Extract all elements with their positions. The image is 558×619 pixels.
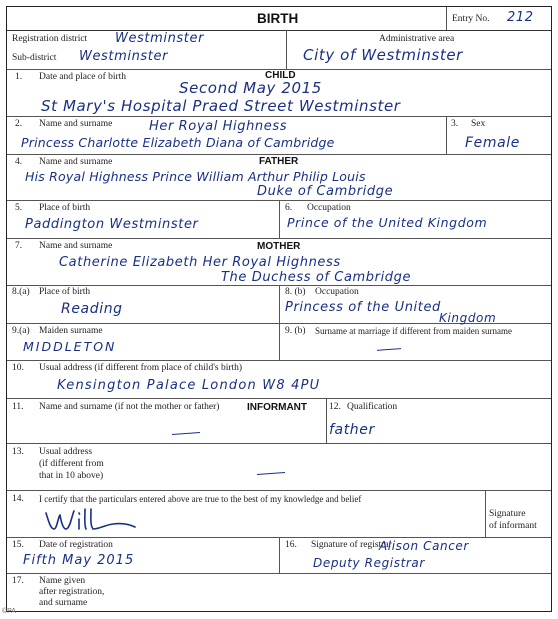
father-occupation-value: Prince of the United Kingdom [287, 215, 488, 230]
field-number-2: 2. [15, 119, 23, 129]
field-number-10: 10. [12, 363, 24, 373]
certification-text: I certify that the particulars entered above are true to the best of my knowledge and belief [39, 494, 362, 504]
mother-name-line2: The Duchess of Cambridge [221, 270, 412, 285]
rule-11 [7, 398, 551, 399]
rule-father-occupation-divider [279, 200, 280, 238]
informant-address-label-2: (if different from [39, 459, 104, 469]
rule-entry-divider [446, 7, 447, 30]
field-number-8b: 8. (b) [285, 287, 306, 297]
father-place-of-birth-value: Paddington Westminster [25, 217, 199, 232]
usual-address-value: Kensington Palace London W8 4PU [57, 378, 321, 393]
mother-maiden-surname-value: MIDDLETON [23, 339, 117, 354]
field-number-9b: 9. (b) [285, 326, 306, 336]
rule-7 [7, 238, 551, 239]
father-place-of-birth-label: Place of birth [39, 203, 91, 213]
child-name-line2: Princess Charlotte Elizabeth Diana of Cambridge [21, 135, 335, 150]
administrative-area-label: Administrative area [379, 34, 455, 44]
name-given-label-1: Name given [39, 576, 86, 586]
birth-register-form [6, 6, 552, 612]
child-sex-label: Sex [471, 119, 486, 129]
form-title: BIRTH [257, 11, 299, 26]
mother-maiden-surname-label: Maiden surname [39, 326, 103, 336]
field-number-16: 16. [285, 540, 297, 550]
registrar-signature-value: Alison Cancer [379, 539, 469, 553]
field-number-3: 3. [451, 119, 459, 129]
entry-number-label: Entry No. [452, 14, 490, 24]
father-name-label: Name and surname [39, 157, 113, 167]
rule-admin-divider [286, 30, 287, 69]
rule-header [7, 30, 551, 31]
field-number-7: 7. [15, 241, 23, 251]
field-number-13: 13. [12, 447, 24, 457]
informant-qualification-value: father [329, 422, 375, 438]
rule-4 [7, 154, 551, 155]
registration-district-value: Westminster [115, 31, 205, 46]
child-sex-value: Female [465, 135, 520, 151]
rule-registrar-divider [279, 537, 280, 573]
child-name-line1: Her Royal Highness [149, 119, 288, 134]
informant-qualification-label: Qualification [347, 402, 398, 412]
child-date-of-birth-value: Second May 2015 [179, 79, 322, 97]
mother-marriage-surname-dash [377, 348, 401, 351]
field-number-15: 15. [12, 540, 24, 550]
field-number-1: 1. [15, 72, 23, 82]
entry-number-value: 212 [507, 10, 534, 25]
sub-district-value: Westminster [79, 49, 169, 64]
usual-address-label: Usual address (if different from place of child's birth) [39, 363, 243, 373]
informant-address-label-3: that in 10 above) [39, 471, 104, 481]
mother-name-line1: Catherine Elizabeth Her Royal Highness [59, 255, 341, 270]
rule-qualification-divider [326, 398, 327, 443]
mother-name-label: Name and surname [39, 241, 113, 251]
father-occupation-label: Occupation [307, 203, 351, 213]
rule-14 [7, 490, 551, 491]
mother-occupation-label: Occupation [315, 287, 359, 297]
rule-mother-divider [279, 285, 280, 360]
mother-place-of-birth-label: Place of birth [39, 287, 91, 297]
father-heading: FATHER [259, 156, 299, 167]
child-date-place-label: Date and place of birth [39, 72, 127, 82]
informant-address-dash [257, 472, 285, 475]
field-number-8a: 8.(a) [12, 287, 30, 297]
informant-signature [43, 507, 139, 535]
child-place-of-birth-value: St Mary's Hospital Praed Street Westminster [41, 97, 401, 115]
field-number-6: 6. [285, 203, 293, 213]
administrative-area-value: City of Westminster [303, 46, 463, 64]
mother-occupation-line2: Kingdom [439, 311, 497, 325]
rule-13 [7, 443, 551, 444]
registrar-signature-label: Signature of registrar [311, 540, 392, 550]
rule-sex-divider [446, 116, 447, 154]
field-number-12: 12. [329, 402, 341, 412]
informant-name-label: Name and surname (if not the mother or father) [39, 402, 220, 412]
rule-10 [7, 360, 551, 361]
rule-17 [7, 573, 551, 574]
mother-place-of-birth-value: Reading [61, 301, 123, 317]
informant-heading: INFORMANT [247, 402, 307, 413]
date-of-registration-label: Date of registration [39, 540, 113, 550]
registrar-title-value: Deputy Registrar [313, 556, 425, 570]
field-number-11: 11. [12, 402, 24, 412]
rule-signature-divider [485, 490, 486, 537]
field-number-14: 14. [12, 494, 24, 504]
registration-district-label: Registration district [12, 34, 88, 44]
field-number-5: 5. [15, 203, 23, 213]
father-name-line2: Duke of Cambridge [257, 184, 394, 199]
informant-address-label-1: Usual address [39, 447, 93, 457]
mother-heading: MOTHER [257, 241, 301, 252]
date-of-registration-value: Fifth May 2015 [23, 553, 135, 568]
name-given-label-2: after registration, [39, 587, 105, 597]
sub-district-label: Sub-district [12, 53, 57, 63]
signature-of-informant-label-2: of informant [489, 521, 537, 531]
name-given-label-3: and surname [39, 598, 88, 608]
field-number-4: 4. [15, 157, 23, 167]
signature-of-informant-label-1: Signature [489, 509, 526, 519]
field-number-17: 17. [12, 576, 24, 586]
mother-occupation-line1: Princess of the United [285, 300, 441, 315]
rule-2 [7, 116, 551, 117]
child-name-label: Name and surname [39, 119, 113, 129]
child-heading: CHILD [265, 70, 296, 81]
photo-credit-watermark: ©PA [2, 608, 16, 615]
mother-marriage-surname-label: Surname at marriage if different from maiden surname [315, 326, 513, 336]
father-name-line1: His Royal Highness Prince William Arthur Philip Louis [25, 169, 366, 184]
informant-name-dash [172, 432, 200, 435]
field-number-9a: 9.(a) [12, 326, 30, 336]
